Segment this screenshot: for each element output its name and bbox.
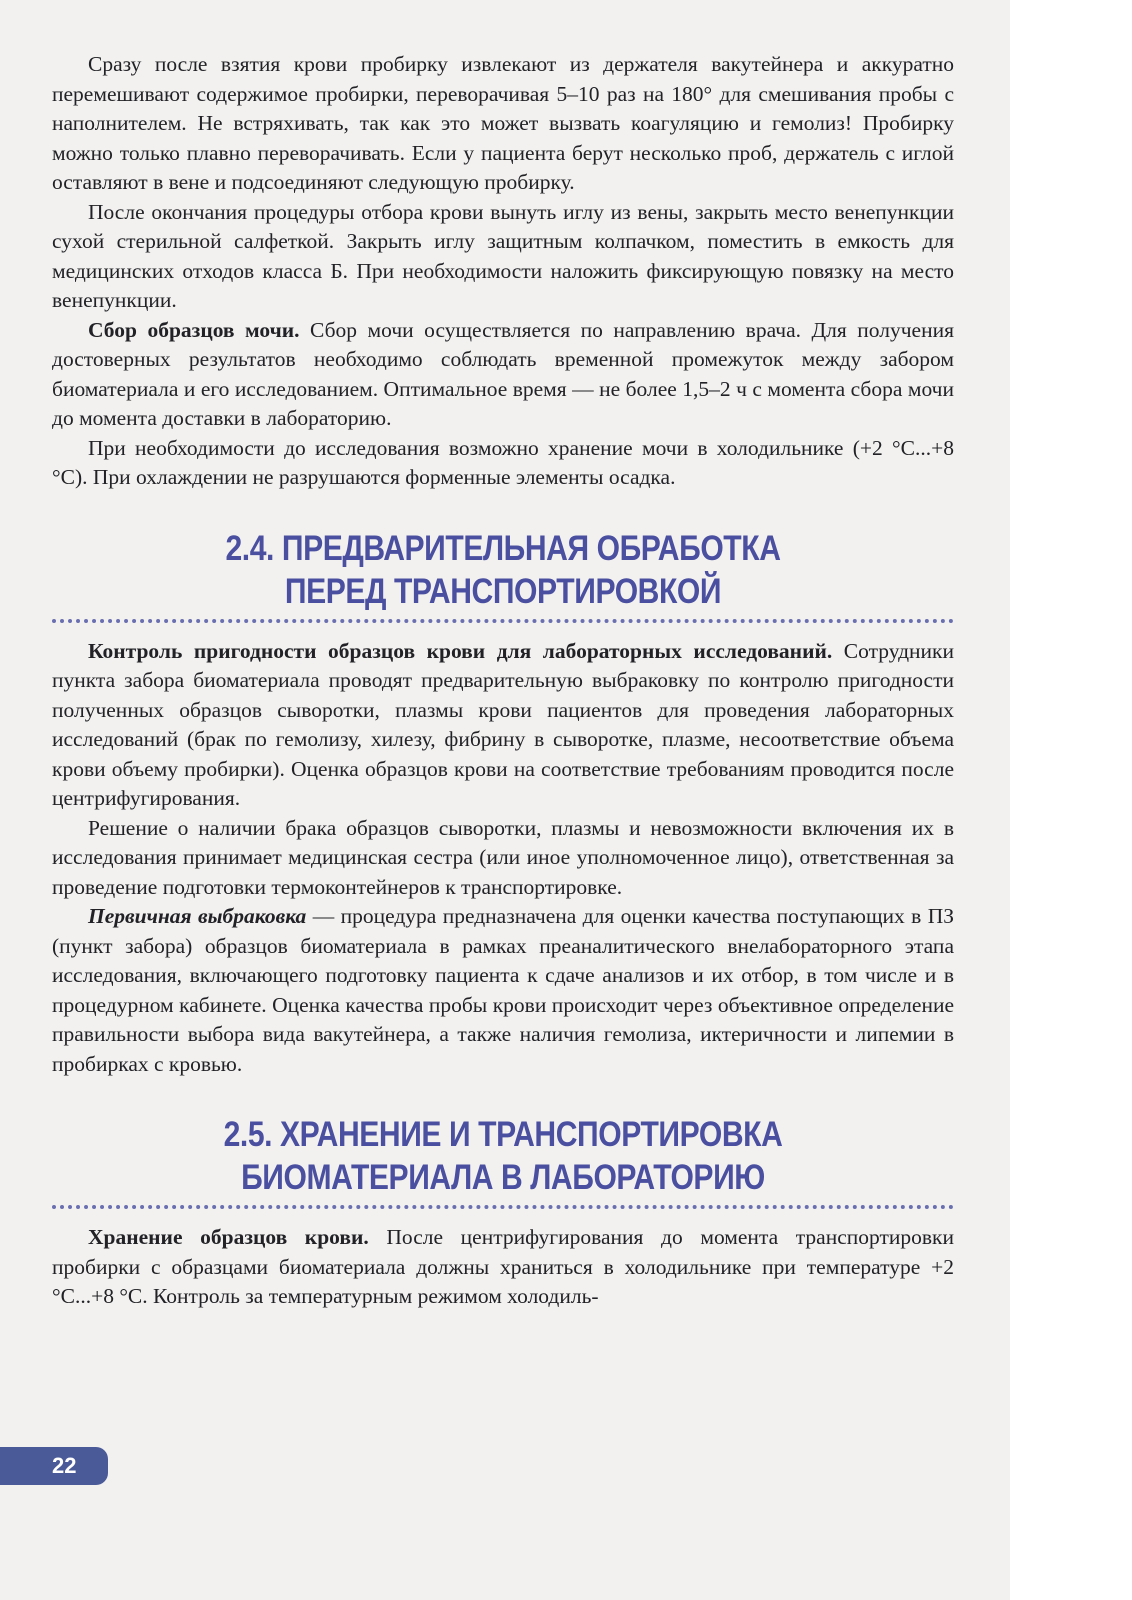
- section-heading-2-5-line2: БИОМАТЕРИАЛА В ЛАБОРАТОРИЮ: [241, 1158, 765, 1197]
- dotted-divider: [52, 1205, 954, 1209]
- primary-rejection-text: — процедура предназначена для оценки качества поступающих в ПЗ (пункт забора) образцов биоматериала в рамках преаналитического внелабораторного этапа исследования, включающего подготовку пациента к сдаче анализов и их отбор, в том числе и в процедурном кабинете. Оценка качества пробы крови происходит через объективное определение правильности выбора вида вакутейнера, а также наличия гемолиза, иктеричности и липемии в пробирках с кровью.: [52, 904, 954, 1076]
- page-content: [52, 50, 954, 1312]
- urine-collection-text: Сбор мочи осуществляется по направлению врача. Для получения достоверных результатов необходимо соблюдать временной промежуток между забором биоматериала и его исследованием. Оптимальное время — не более 1,5–2 ч с момента сбора мочи до момента доставки в лабораторию.: [52, 317, 954, 430]
- page-number-badge: [0, 1447, 108, 1485]
- blood-suitability-lead: Контроль пригодности образцов крови для лабораторных исследований.: [88, 638, 833, 663]
- page-number: 22: [52, 1453, 77, 1478]
- scan-margin: [1010, 0, 1132, 1600]
- paragraph-blood-storage: [52, 1223, 954, 1312]
- primary-rejection-term: Первичная выбраковка: [88, 904, 307, 928]
- section-heading-2-5: [115, 1113, 891, 1199]
- section-heading-2-4: [115, 527, 891, 613]
- paragraph-blood-mixing: Сразу после взятия крови пробирку извлекают из держателя вакутейнера и аккуратно перемешивают содержимое пробирки, переворачивая 5–10 раз на 180° для смешивания пробы с наполнителем. Не встряхивать, так как это может вызвать коагуляцию и гемолиз! Пробирку можно только плавно переворачивать. Если у пациента берут несколько проб, держатель с иглой оставляют в вене и подсоединяют следующую пробирку.: [52, 52, 954, 194]
- paragraph-urine-storage: При необходимости до исследования возможно хранение мочи в холодильнике (+2 °С...+8 °С). При охлаждении не разрушаются форменные элементы осадка.: [52, 435, 954, 489]
- section-heading-2-5-line1: 2.5. ХРАНЕНИЕ И ТРАНСПОРТИРОВКА: [223, 1115, 783, 1154]
- paragraph-primary-rejection: [52, 902, 954, 1079]
- dotted-divider: [52, 619, 954, 623]
- paragraph-urine-collection: [52, 316, 954, 434]
- section-heading-2-4-line2: ПЕРЕД ТРАНСПОРТИРОВКОЙ: [284, 571, 722, 611]
- blood-storage-lead: Хранение образцов крови.: [88, 1225, 369, 1249]
- urine-collection-lead: Сбор образцов мочи.: [88, 317, 300, 342]
- blood-storage-text: После центрифугирования до момента транспортировки пробирки с образцами биоматериала должны храниться в холодильнике при температуре +2 °С...+8 °С. Контроль за температурным режимом холодиль-: [52, 1225, 955, 1308]
- section-heading-2-4-line1: 2.4. ПРЕДВАРИТЕЛЬНАЯ ОБРАБОТКА: [225, 528, 781, 568]
- paragraph-rejection-decision: Решение о наличии брака образцов сыворотки, плазмы и невозможности включения их в исследования принимает медицинская сестра (или иное уполномоченное лицо), ответственная за проведение подготовки термоконтейнеров к транспортировке.: [52, 815, 954, 899]
- paragraph-needle-removal: После окончания процедуры отбора крови вынуть иглу из вены, закрыть место венепункции сухой стерильной салфеткой. Закрыть иглу защитным колпачком, поместить в емкость для медицинских отходов класса Б. При необходимости наложить фиксирующую повязку на место венепункции.: [52, 199, 954, 312]
- blood-suitability-text: Сотрудники пункта забора биоматериала проводят предварительную выбраковку по контролю пригодности полученных образцов сыворотки, плазмы крови пациентов для проведения лабораторных исследований (брак по гемолизу, хилезу, фибрину в сыворотке, плазме, несоответствие объема крови объему пробирки). Оценка образцов крови на соответствие требованиям проводится после центрифугирования.: [52, 638, 955, 810]
- paragraph-blood-suitability: [52, 637, 954, 814]
